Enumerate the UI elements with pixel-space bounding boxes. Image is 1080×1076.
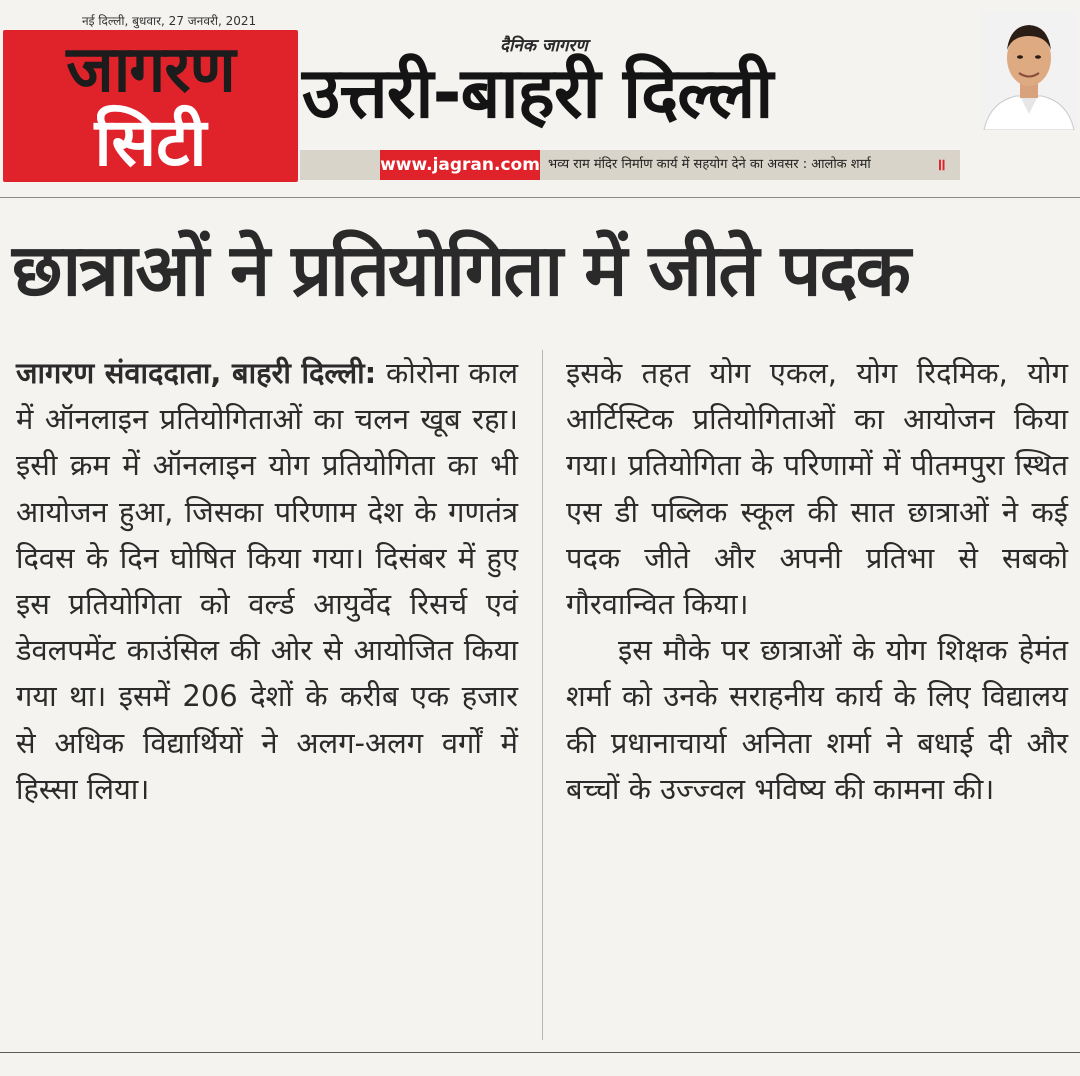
edition-title: उत्तरी-बाहरी दिल्ली [302, 52, 773, 134]
column-divider-vertical [542, 350, 543, 1040]
article-paragraph: इसके तहत योग एकल, योग रिदमिक, योग आर्टिस्टिक प्रतियोगिताओं का आयोजन किया गया। प्रतियोगिता के परिणामों में पीतमपुरा स्थित एस डी पब्लिक स्कूल की सात छात्राओं ने कई पदक जीते और अपनी प्रतिभा से सबको गौरवान्वित किया। [566, 356, 1068, 622]
brand-name: दैनिक जागरण [500, 36, 588, 56]
dateline: नई दिल्ली, बुधवार, 27 जनवरी, 2021 [82, 14, 257, 28]
teaser-marker: ॥ [936, 155, 946, 174]
article-byline: जागरण संवाददाता, बाहरी दिल्ली: [16, 356, 377, 390]
website-link[interactable]: www.jagran.com [380, 150, 540, 180]
article-headline: छात्राओं ने प्रतियोगिता में जीते पदक [12, 228, 909, 312]
masthead-divider [0, 197, 1080, 198]
article-column-left [16, 350, 518, 812]
teaser-headline[interactable]: भव्य राम मंदिर निर्माण कार्य में सहयोग देने का अवसर : आलोक शर्मा [548, 157, 871, 172]
article-column-right [566, 350, 1068, 812]
person-photo [980, 10, 1078, 130]
jagran-city-logo [3, 30, 298, 182]
logo-line-jagran: जागरण [66, 33, 235, 107]
article-body-left: कोरोना काल में ऑनलाइन प्रतियोगिताओं का चलन खूब रहा। इसी क्रम में ऑनलाइन योग प्रतियोगिता का भी आयोजन हुआ, जिसका परिणाम देश के गणतंत्र दिवस के दिन घोषित किया गया। दिसंबर में हुए इस प्रतियोगिता को वर्ल्ड आयुर्वेद रिसर्च एवं डेवलपमेंट काउंसिल की ओर से आयोजित किया गया था। इसमें 206 देशों के करीब एक हजार से अधिक विद्यार्थियों ने अलग-अलग वर्गों में हिस्सा लिया। [16, 356, 518, 806]
article-paragraph: इस मौके पर छात्राओं के योग शिक्षक हेमंत शर्मा को उनके सराहनीय कार्य के लिए विद्यालय की प्रधानाचार्या अनिता शर्मा ने बधाई दी और बच्चों के उज्ज्वल भविष्य की कामना की। [566, 633, 1068, 806]
article-bottom-rule [0, 1052, 1080, 1053]
article-paragraph [16, 350, 518, 812]
masthead [0, 0, 1080, 190]
logo-line-city: सिटी [94, 104, 207, 181]
